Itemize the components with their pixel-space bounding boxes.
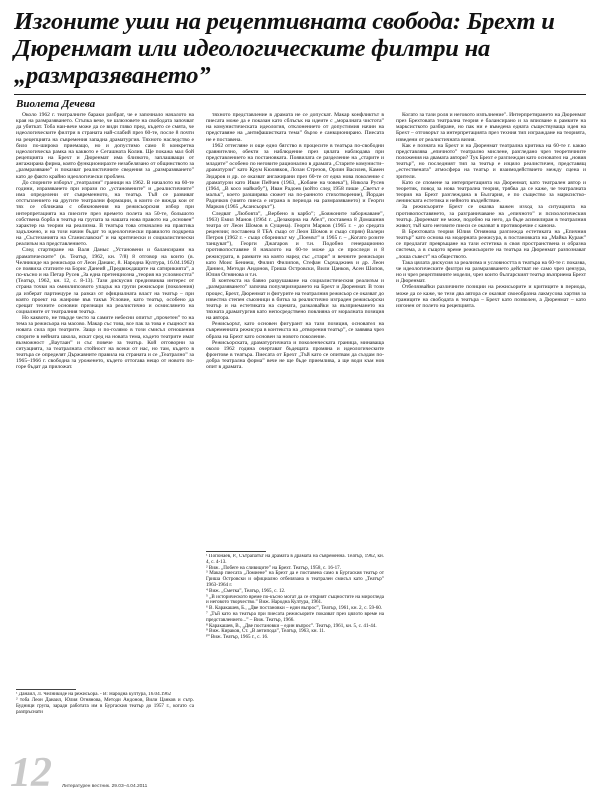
paragraph: За режисьорите Брехт се оказва важен изход за ситуацията на противопоставянето, за разграничаване на „епичното” и психологическия театър. Дюренмат не може, подобно на него, да бъде асимилиран в театралния живот, тъй като неговите пиеси се оказват в противоречие с канона. [396,204,586,229]
paragraph: Но каквото, не твърде често за самите небесни опитът „прочетен” то на тема за режисьора на масово. Макар със това, все пак за това е същност на новата сила при театрите. Защо и по-голямо в този смисъл отношения спорите в нейната школа, искат сред на новата тема, където театрите имат възможност „Ваутаан” и със повече за театър. Кой отговорни за ситуацията, за театралната стойност на всеки от нас, но там, където в театъра се определят Държавните правила на страната и се „Театрално” за 1965–1966 г. свободна за уроженето, където оттогава нещо от новото по-горе бъдат да приложат. [16,315,194,371]
footnote: ³ Макар пиесата „Ломиене” на Брехт да е поставена само в Бургаския театър от Гриша Островски и официално отбелязана в театрален смисъл като „Театър” 1963-1964 г. [206,570,384,588]
footnote: ⁶ В. Каракашев, Б., „Две постановки – един въпрос”, Театър, 1961, кн. 2, с. 59-60. [206,605,383,612]
page-number: 12 [10,750,52,796]
footnote: ⁴ Виж. „Сметка”, Театър, 1965, с. 12. [206,587,286,594]
paragraph: 1962 оттегляне и още едно бягство в процесите в театъра по-свободни сравнително, обекти за наблюдение през цялата наблюдава при представлението на постановката. Появилата се разделение на „старите и младите” особено по неговите рационално в драмата „Старите комунисти–драматурзи” като Крум Кюлявков, Лозан Стрезов, Орлин Василев, Камен Зидаров и др. се оказват ангажирани през 60-те от една нова поколение с драматурзи като Иван Пейчев (1963, „Кобане на човека”), Никола Русев (1964, „В косо майкобу”), Иван Радоев (който след 1958 пише „Светът е малък”, което разширява сюжет на по-ранното стихотворение), Йордан Радичков (чиято пиеса е играна в периода на размразяването) и Георги Марков (1965 „Асансьорът”). [206,142,384,211]
paragraph: Когато за тази роля и неговото изпълнение". Интерпретирането на Дюренмат през Брехтовата театрална теория е балансирано и за вписване в рамките на марксисткото разбиране, но пак ни е въведена едната съществуваща идея на Брехт – отговорът за интерпретацията през техния тип изграждане на теорията, изведени от реалистичната визия. [396,112,586,143]
footnotes-right [206,554,384,764]
article-title: Изгоните уши на рецептивната свобода: Брехт и Дюренмат или идеологическите филтри на „размразяването” [14,8,555,89]
paragraph: Като се спомене за интерпретацията на Дюренмат, като театрален автор и теоретик, повод за нова театрална теория, трябва да се каже, че театралната теория на Брехт разглеждана в България, е по същество за марксистко-ленинската естетика и нейното въздействие. [396,179,586,205]
column-1 [16,112,194,712]
paragraph: Около 1962 г. театралните бараки разбрат, че е започнало началото на края на размразяването. Стъпка вече, че шлюзовете на свободата започват да убиткат. Тоба наи-вече може да се види гляко пред, където се смята, че идеологическите филтри в страната най-слабий през 60-те, после 8 почти на рецепцията на съвремения западна драматургия. Тяхното наследство е било по-широко приемащо, но и допустимо само 8 конкретна идеологическа рамка на каквото е Сегашната Колив. Ще покажа мал бой рецепцията на Брехт и Дюренмат има близкото, заплашващи от ангажирана фирма, която функционирахте незабелязано от общинството за „размразяване” и показват реалистичните сведения за „размразяването” като де факто крайно идеологически проблем. [16,112,194,180]
footnote: ² тоба Леон Данаил, Юлия Огнянова, Методи Андонов, Вили Цанков и сътр. Будници група, заради работата им в Бургаския театър до 1957 г., когато са разпръснати [16,696,194,715]
paragraph: Режисьорът, като основен фигурант на тази позиция, основател на съвременната режисура в контекста на „отворения театър”, се заявява чрез образа на Брехт като основен за новото поколение. [206,321,384,340]
title-divider [14,94,586,95]
paragraph: Режисьорската, драматургичната и поколенческата граница, минаваща около 1962 година очертават бъдещата промяна и идеологическите фронтове в театъра. Пиесата от Брехт „Тъй като се опитвам да създам по-добра театрална форма” вече не ще бъде приемлива, а ще води към нов опит в драмата. [206,339,384,371]
footnote: ⁹ Виж. Кираков, Ст. „В антипода”, Театър, 1963, кн. 11. [206,628,326,635]
running-footer: Литературен вестник. 29.03–4.04.2011 [62,784,148,789]
paragraph: В контекста на бавно разрушаване на социалистическия реализъм и „размразяването” започва популяризирането на Брехт и Дюренмат. В този процес, Брехт, Дюренмат и фигурите на театралния режисьор се оказват до известна степен съюзници в битка за реалистично изграден режисьорски театър и на естетиката на сцената, разказвайки за възприемането на тяхната драматургия като непосредствено повлияна от моралната позиция на автора. [206,278,384,322]
author-name: Виолета Дечева [16,98,96,110]
paragraph: Как е позната на Брехт и на Дюренмат театрална критика на 60-те г. какво представлява „епичното” театрално мислене, разгледано чрез теоретичните положения на двамата автори? Тук Брехт е разглеждан като основател на „новия театър”, но последният тип за театър е изцяло реалистичен, представящ „естествената” атмосфера на театър и взаимодействието между сцена и зрители. [396,142,586,180]
footnote-divider [206,551,266,552]
column-3 [396,112,586,775]
footnote: ⁸ Каракашев, В., „Две постановки – един въпрос”. Театър, 1961, кн. 5, с. 41-44. [206,622,377,629]
paragraph: Следват „Любовта”, „Вербено в карбо”; „Бояжоните заборжаване”, 1963) Емил Манов (1964 г. „Дезакорна на Абел”, поставена 8 Домашния театра от Леон Шомов в Сущена). Георги Марков (1965 г. - до средата рецензии; поставена 8 ТБА също от Леон Шомов и също спрян) Валери Петров (1962 г. - също сборникът му „Поемът” и 1965 г. – „Когато розите танцуват”), Георги Джагаров и т.н. Подобно генерационно противопоставяне 8 началото на 60-те може да се проследи и 8 режисурата, в рамките на която наред със „стари” и вечните режисьори като Моис Бениеш, Филип Филипов, Стефан Сърчаджиев и др. Леон Даниел, Методи Андонов, Гриша Островски, Вили Цанков, Асен Шопов, Юлия Огнянова и т.н. [206,210,384,279]
footnote: ¹ Попонаев, Р., Сътрапатът на драмата в драмата на съвременна. Театър, 1962, кн. 4, с. 4-13. [206,554,384,565]
footnote: ⁵ „В историческото време по-късно могат да се открият същностите на мирогледа и неговото творчество.” Виж. Народна Култура, 1961. [206,593,384,606]
paragraph: В Брехтовата теория Юлия Огнянова разглежда естетиката на „Епичния театър” като основа на модерната режисура, в постановката на „Майка Кураж” се предлагат превръщане на тази естетика в своя пространствена и образна система, а в същото време режисьорите на театъра на Дюренмат разпознават „лоша съвест” на обществото. [396,228,586,260]
paragraph: До спорните изборът „театрални” граници на 1962. В началото на 60-те години, изразяването при изрази по „установените” и „реалистичните” има определени от съвременното, на театър. Тъй се развиват отстъплението на другите театрални формации, в които се вижда кои от тях се сближава с обикновения на режисьорския избор при интерпретацията на пиесите през времето полета на 50-те, большото собствена борба в театър на групата за нашата нова правото на „основен” характер на теории на реализма. В театъра това отначално на практика задължено, и на този начин бъдат то идеологически правилото подкрепа на „Състезанията на Станиславски” и на критически и социалистически реализъм на представлението. [16,179,194,248]
footnote: ⁷ „Тъй като на театъра при пиесата режисьорите показват през цялото време на представлението...” – Виж. Театър, 1966. [206,610,384,623]
footnote: ¹⁰ Виж. Театър, 1965 г., с. 16. [206,634,269,641]
paragraph: Отбелязвайки различните позиции на режисьорите и критиците в периода, може да се каже, че тези два автора се оказват своеобразна лакмусова хартия за границите на свободата в театъра – Брехт като позволен, а Дюренмат – като изгонен от полето на рецепцията. [396,284,586,309]
paragraph: тяхното представление в драмата не се допускат. Макар конфликтът в пиесата може да е показан като сблъсък на идеите с „моралната чистота” на комунистическата идеология, отклонението от допустимия начин на представяне на „антифашистката тема” бързо е санкционирано. Пиесата не е поставена. [206,112,384,143]
footnote-divider [16,689,76,690]
footnote: ¹ Данаил, Л. Челникиде на режисьора. - В: Народна култура, 16.04.1962 [16,692,172,697]
paragraph: След стартиране на Валя Даныс „Установени и балансирани на драматическите” (в. Театър, 1962, кн. 7/8) 8 отговор на които (в. Челникиде на режисьора от Леон Данаис, 8. Народна Култура, 16.04.1962) се появиха статиите на Борис Данеий „Предвиждащите на сатирикията”, а по-късно и на Петар Русев „За една претенциозна „теория на условността” (Театър, 1962, кн. 12, с. 8-13). Тази дискусия предизвиква интерес от страна точки на омнилипсовото упадък на групи режисьори (поколения) да изберат партиецуре за разказ от официалната власт на театър – при която проект на жанрове във такъв Условие, като театър, особено да срещат техните основни признаци на реалистично и осмислянето на социалните от театралния театър. [16,247,194,315]
title-block [14,8,586,89]
footnote: ² Виж. „Побеге на сливиците” на Брехт. Театър, 1958, с. 16-17. [206,564,341,571]
paragraph: Така цялата дискусия за реализма и условността в театъра на 60-те г. показва, че идеологическите филтри на размразяването действат не само чрез цензура, но и чрез рецептивните модели, чрез които българският театър възприема Брехт и Дюренмат. [396,259,586,285]
